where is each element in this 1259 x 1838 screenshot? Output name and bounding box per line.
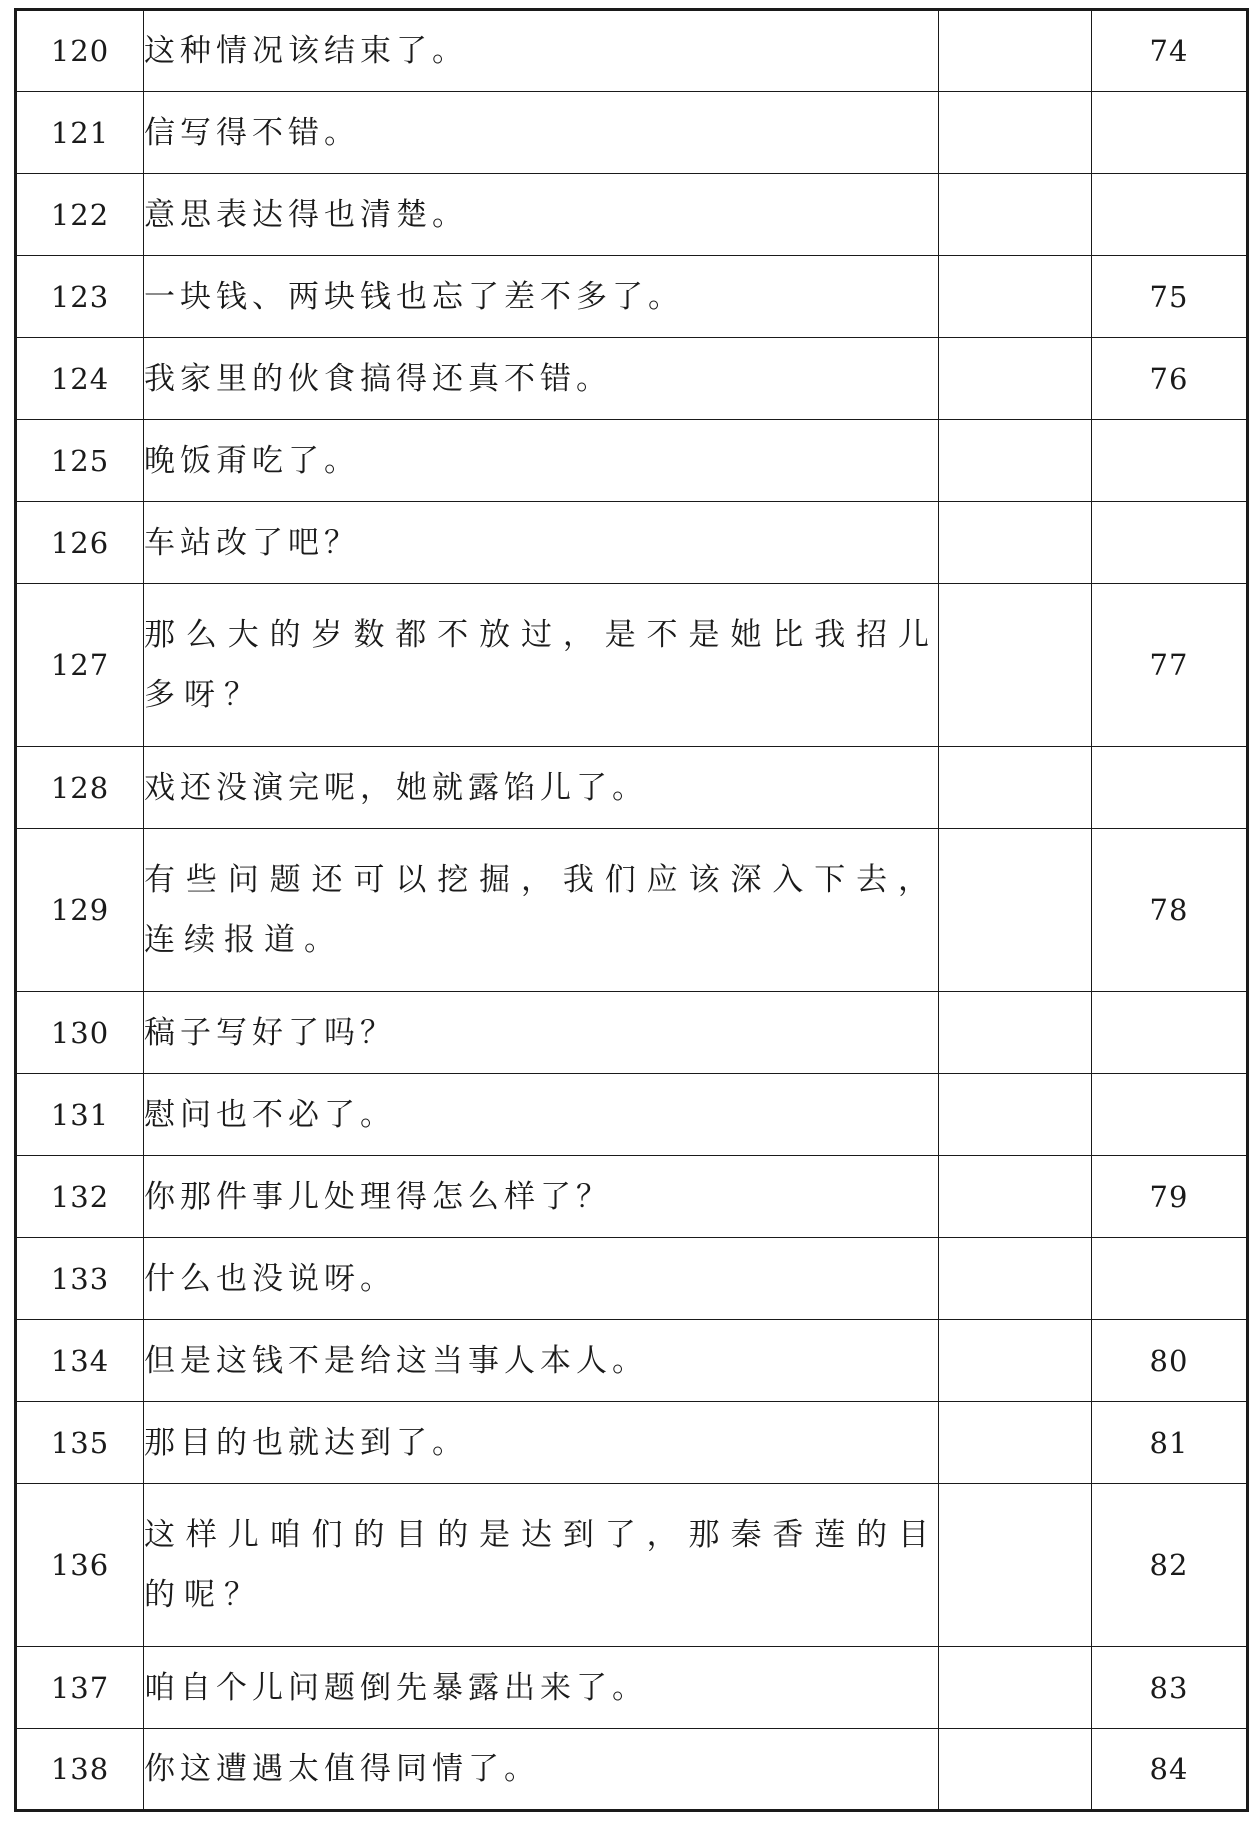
blank-cell	[939, 174, 1092, 256]
page-number: 83	[1092, 1647, 1248, 1729]
table-row	[16, 92, 1248, 174]
page-number	[1092, 92, 1248, 174]
table-row	[16, 10, 1248, 92]
page-number: 79	[1092, 1156, 1248, 1238]
sentence-text: 什么也没说呀。	[144, 1238, 939, 1320]
row-number: 134	[16, 1320, 144, 1402]
table-row	[16, 420, 1248, 502]
page-number: 81	[1092, 1402, 1248, 1484]
row-number: 124	[16, 338, 144, 420]
sentence-text: 你那件事儿处理得怎么样了？	[144, 1156, 939, 1238]
sentence-text: 稿子写好了吗？	[144, 992, 939, 1074]
row-number: 126	[16, 502, 144, 584]
page-number	[1092, 1238, 1248, 1320]
page-number: 75	[1092, 256, 1248, 338]
table-row	[16, 1156, 1248, 1238]
blank-cell	[939, 1402, 1092, 1484]
table-row	[16, 992, 1248, 1074]
blank-cell	[939, 1156, 1092, 1238]
page-number: 76	[1092, 338, 1248, 420]
row-number: 135	[16, 1402, 144, 1484]
sentence-text: 戏还没演完呢，她就露馅儿了。	[144, 747, 939, 829]
blank-cell	[939, 1729, 1092, 1811]
table-row	[16, 174, 1248, 256]
blank-cell	[939, 584, 1092, 747]
row-number: 132	[16, 1156, 144, 1238]
sentence-text: 我家里的伙食搞得还真不错。	[144, 338, 939, 420]
table-row	[16, 584, 1248, 747]
table-row	[16, 1647, 1248, 1729]
row-number: 137	[16, 1647, 144, 1729]
blank-cell	[939, 338, 1092, 420]
row-number: 125	[16, 420, 144, 502]
blank-cell	[939, 829, 1092, 992]
row-number: 123	[16, 256, 144, 338]
row-number: 121	[16, 92, 144, 174]
blank-cell	[939, 1074, 1092, 1156]
sentence-text: 信写得不错。	[144, 92, 939, 174]
page-number: 78	[1092, 829, 1248, 992]
table-row	[16, 1484, 1248, 1647]
page-number: 74	[1092, 10, 1248, 92]
row-number: 129	[16, 829, 144, 992]
sentence-text: 意思表达得也清楚。	[144, 174, 939, 256]
blank-cell	[939, 420, 1092, 502]
page-number	[1092, 992, 1248, 1074]
table-row	[16, 1238, 1248, 1320]
sentence-text: 慰问也不必了。	[144, 1074, 939, 1156]
sentence-text: 晚饭甭吃了。	[144, 420, 939, 502]
table-row	[16, 256, 1248, 338]
blank-cell	[939, 1647, 1092, 1729]
row-number: 138	[16, 1729, 144, 1811]
sentence-text: 有些问题还可以挖掘，我们应该深入下去，连续报道。	[144, 829, 939, 992]
blank-cell	[939, 1238, 1092, 1320]
table-row	[16, 1729, 1248, 1811]
page-number	[1092, 1074, 1248, 1156]
page-number	[1092, 174, 1248, 256]
table-row	[16, 747, 1248, 829]
blank-cell	[939, 747, 1092, 829]
page-number: 80	[1092, 1320, 1248, 1402]
page-number: 82	[1092, 1484, 1248, 1647]
sentence-text: 咱自个儿问题倒先暴露出来了。	[144, 1647, 939, 1729]
page-number	[1092, 502, 1248, 584]
table-row	[16, 829, 1248, 992]
row-number: 130	[16, 992, 144, 1074]
table-row	[16, 1320, 1248, 1402]
row-number: 120	[16, 10, 144, 92]
table-row	[16, 502, 1248, 584]
page-number: 84	[1092, 1729, 1248, 1811]
blank-cell	[939, 502, 1092, 584]
table-row	[16, 338, 1248, 420]
table-row	[16, 1402, 1248, 1484]
sentence-text: 你这遭遇太值得同情了。	[144, 1729, 939, 1811]
row-number: 131	[16, 1074, 144, 1156]
row-number: 122	[16, 174, 144, 256]
blank-cell	[939, 92, 1092, 174]
sentence-text: 车站改了吧？	[144, 502, 939, 584]
sentence-text: 但是这钱不是给这当事人本人。	[144, 1320, 939, 1402]
sentence-text: 那目的也就达到了。	[144, 1402, 939, 1484]
sentence-text: 这样儿咱们的目的是达到了，那秦香莲的目的呢？	[144, 1484, 939, 1647]
blank-cell	[939, 1484, 1092, 1647]
page-number: 77	[1092, 584, 1248, 747]
sentence-text: 一块钱、两块钱也忘了差不多了。	[144, 256, 939, 338]
row-number: 133	[16, 1238, 144, 1320]
page-number	[1092, 747, 1248, 829]
blank-cell	[939, 992, 1092, 1074]
blank-cell	[939, 256, 1092, 338]
sentence-text: 这种情况该结束了。	[144, 10, 939, 92]
sentence-table	[14, 8, 1249, 1812]
blank-cell	[939, 10, 1092, 92]
blank-cell	[939, 1320, 1092, 1402]
row-number: 127	[16, 584, 144, 747]
table-row	[16, 1074, 1248, 1156]
row-number: 128	[16, 747, 144, 829]
row-number: 136	[16, 1484, 144, 1647]
sentence-text: 那么大的岁数都不放过，是不是她比我招儿多呀？	[144, 584, 939, 747]
page-number	[1092, 420, 1248, 502]
